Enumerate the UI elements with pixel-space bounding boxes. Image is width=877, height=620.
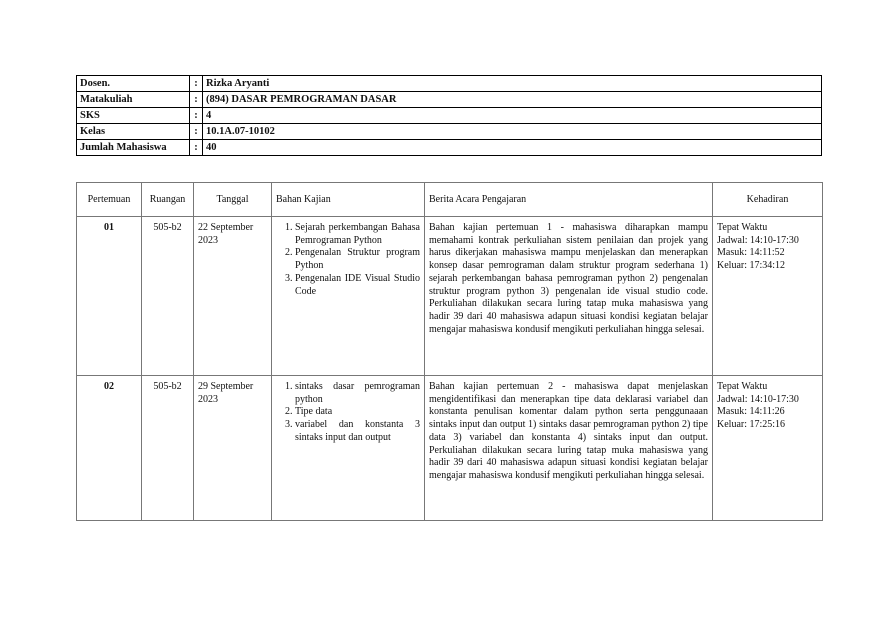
header-bahan-kajian: Bahan Kajian xyxy=(272,183,425,217)
info-value: 4 xyxy=(203,108,822,124)
header-ruangan: Ruangan xyxy=(142,183,194,217)
table-row xyxy=(77,217,823,376)
header-tanggal: Tanggal xyxy=(194,183,272,217)
topic-list xyxy=(276,222,420,298)
list-item: 2. Pengenalan Struktur program Python xyxy=(295,247,420,272)
attendance-masuk: Masuk: 14:11:26 xyxy=(717,406,785,418)
list-item: 3. Pengenalan IDE Visual Studio Code xyxy=(295,273,420,298)
cell-kehadiran xyxy=(713,376,823,521)
course-info-table xyxy=(76,75,822,156)
header-pertemuan: Pertemuan xyxy=(77,183,142,217)
attendance-keluar: Keluar: 17:25:16 xyxy=(717,419,786,431)
cell-berita-acara: Bahan kajian pertemuan 1 - mahasiswa diharapkan mampu memahami kontrak perkuliahan sistem penilaian dan projek yang harus dikerjakan mahasiswa mampu menjelaskan dan menerapkan konsep dasar pemrograman dalam struktur program sederhana 1) sejarah perkembangan bahasa pemrograman python 2) pengenalan struktur program python 3) pengenalan ide visual studio code. Perkuliahan dilakukan secara luring tatap muka mahasiswa yang hadir 39 dari 40 mahasiswa adapun situasi kondisi kegiatan belajar mengajar mahasiswa kondusif mengikuti perkuliahan hingga selesai. xyxy=(425,217,713,376)
info-label: Jumlah Mahasiswa xyxy=(77,140,190,156)
topic-list xyxy=(276,381,420,445)
attendance-masuk: Masuk: 14:11:52 xyxy=(717,247,785,259)
info-value: 10.1A.07-10102 xyxy=(203,124,822,140)
info-label: SKS xyxy=(77,108,190,124)
info-row-sks xyxy=(77,108,822,124)
cell-berita-acara: Bahan kajian pertemuan 2 - mahasiswa dapat menjelaskan mengidentifikasi dan menerapkan tipe data deklarasi variabel dan konstanta penulisan komentar dalam python serta penggunaaan sintaks input dan output 1) sintaks dasar pemrograman python 2) tipe data 3) variabel dan konstanta 4) sintaks input dan output. Perkuliahan dilakukan secara luring tatap muka mahasiswa yang hadir 39 dari 40 mahasiswa adapun situasi kondisi kegiatan belajar mengajar mahasiswa kondusif mengikuti perkuliahan hingga selesai. xyxy=(425,376,713,521)
cell-tanggal: 29 September 2023 xyxy=(194,376,272,521)
list-item: 3. variabel dan konstanta 3 sintaks input dan output xyxy=(295,419,420,444)
cell-pertemuan: 01 xyxy=(77,217,142,376)
cell-kehadiran xyxy=(713,217,823,376)
info-value: 40 xyxy=(203,140,822,156)
cell-ruangan: 505-b2 xyxy=(142,217,194,376)
info-row-kelas xyxy=(77,124,822,140)
attendance-jadwal: Jadwal: 14:10-17:30 xyxy=(717,234,799,246)
list-item: 1. Sejarah perkembangan Bahasa Pemrograman Python xyxy=(295,222,420,247)
list-item: 1. sintaks dasar pemrograman python xyxy=(295,381,420,406)
info-colon: : xyxy=(190,92,203,108)
info-row-dosen xyxy=(77,76,822,92)
cell-bahan-kajian xyxy=(272,217,425,376)
header-kehadiran: Kehadiran xyxy=(713,183,823,217)
attendance-status: Tepat Waktu xyxy=(717,222,768,233)
cell-bahan-kajian xyxy=(272,376,425,521)
table-header-row xyxy=(77,183,823,217)
info-label: Dosen. xyxy=(77,76,190,92)
info-colon: : xyxy=(190,76,203,92)
cell-pertemuan: 02 xyxy=(77,376,142,521)
attendance-keluar: Keluar: 17:34:12 xyxy=(717,260,786,272)
cell-ruangan: 505-b2 xyxy=(142,376,194,521)
attendance-status: Tepat Waktu xyxy=(717,381,768,392)
teaching-record-table xyxy=(76,182,823,521)
info-colon: : xyxy=(190,108,203,124)
table-row xyxy=(77,376,823,521)
info-row-matakuliah xyxy=(77,92,822,108)
info-value: (894) DASAR PEMROGRAMAN DASAR xyxy=(203,92,822,108)
attendance-jadwal: Jadwal: 14:10-17:30 xyxy=(717,393,799,405)
info-label: Kelas xyxy=(77,124,190,140)
list-item: 2. Tipe data xyxy=(295,406,420,419)
cell-tanggal: 22 September 2023 xyxy=(194,217,272,376)
info-label: Matakuliah xyxy=(77,92,190,108)
header-berita-acara: Berita Acara Pengajaran xyxy=(425,183,713,217)
info-value: Rizka Aryanti xyxy=(203,76,822,92)
info-colon: : xyxy=(190,124,203,140)
info-colon: : xyxy=(190,140,203,156)
info-row-jumlah-mahasiswa xyxy=(77,140,822,156)
